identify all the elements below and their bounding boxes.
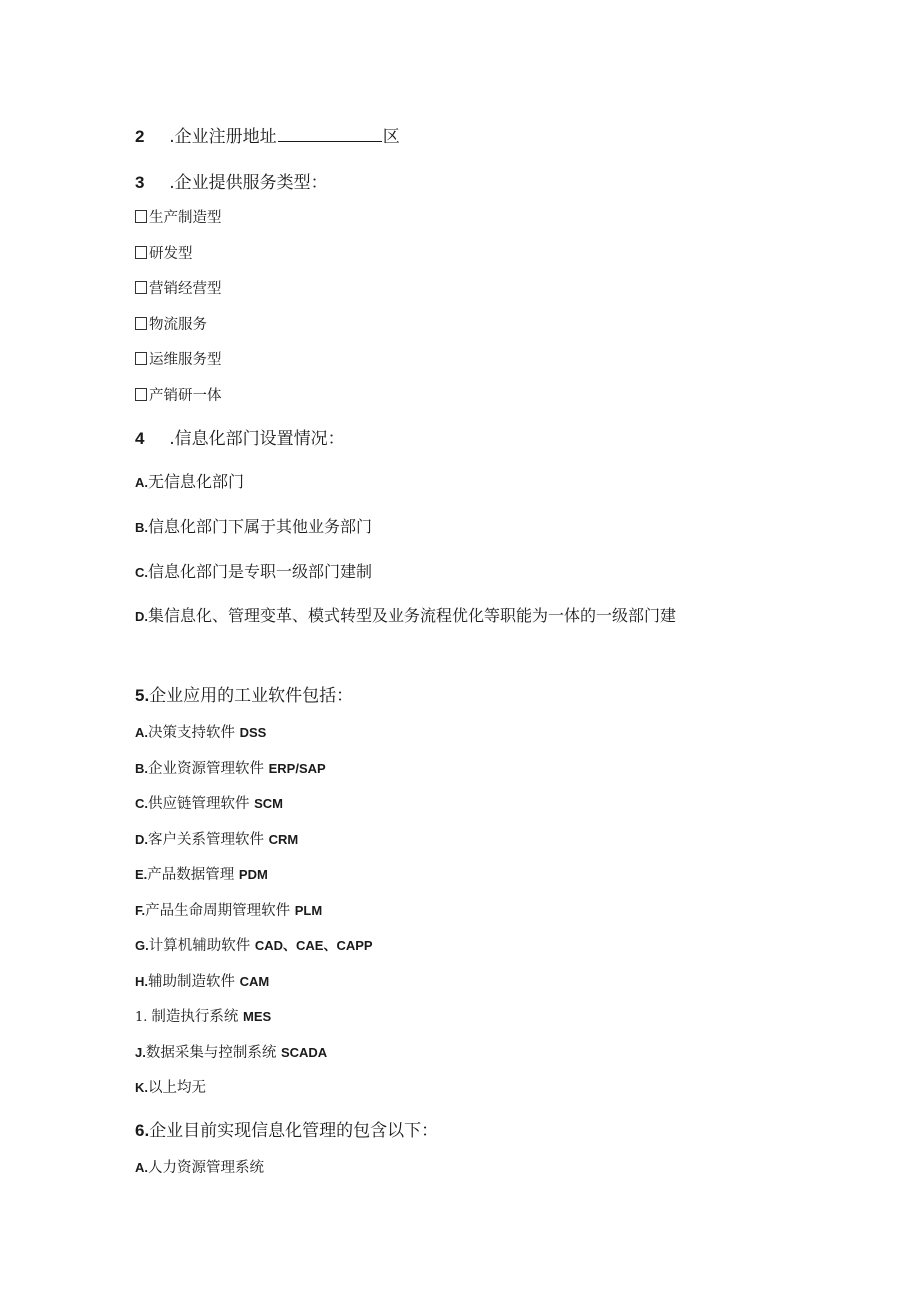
question-5 (135, 681, 353, 706)
option-text: 生产制造型 (149, 210, 222, 226)
option-label: J. (135, 1045, 146, 1060)
option-label: K. (135, 1080, 148, 1095)
option-c[interactable] (135, 559, 372, 582)
option-code: PLM (294, 903, 323, 918)
option-label: D. (135, 609, 148, 624)
option-h[interactable] (135, 970, 269, 991)
option-checkbox[interactable] (135, 384, 222, 405)
option-code: CAD、CAE、CAPP (254, 938, 373, 953)
option-text: 产销研一体 (149, 388, 222, 404)
option-d[interactable] (135, 603, 676, 626)
option-f[interactable] (135, 899, 322, 920)
option-label: G. (135, 938, 149, 953)
option-checkbox[interactable] (135, 242, 193, 263)
question-number: 3 (135, 173, 145, 192)
option-k[interactable] (135, 1076, 206, 1097)
option-b[interactable] (135, 514, 372, 537)
question-4 (135, 424, 345, 449)
option-text: 人力资源管理系统 (148, 1160, 264, 1176)
option-text: 计算机辅助软件 (148, 938, 255, 954)
option-text: 营销经营型 (149, 281, 222, 297)
option-b[interactable] (135, 757, 326, 778)
option-d[interactable] (135, 828, 298, 849)
option-text: 信息化部门下属于其他业务部门 (148, 517, 373, 536)
question-suffix: 区 (382, 127, 400, 147)
checkbox-icon[interactable] (135, 317, 147, 330)
option-text: 制造执行系统 (151, 1009, 244, 1025)
option-j[interactable] (135, 1041, 327, 1062)
question-6 (135, 1116, 438, 1141)
option-label: C. (135, 565, 148, 580)
option-code: MES (243, 1009, 272, 1024)
option-text: 决策支持软件 (148, 725, 240, 741)
option-text: 物流服务 (149, 317, 207, 333)
option-text: 集信息化、管理变革、模式转型及业务流程优化等职能为一体的一级部门建 (148, 606, 677, 625)
fill-in-blank[interactable] (278, 126, 382, 142)
option-text: 客户关系管理软件 (148, 832, 269, 848)
option-label: A. (135, 725, 148, 740)
checkbox-icon[interactable] (135, 352, 147, 365)
option-code: ERP/SAP (268, 761, 326, 776)
question-3 (135, 168, 328, 193)
option-label: A. (135, 475, 148, 490)
option-text: 产品生命周期管理软件 (145, 903, 295, 919)
option-code: SCM (254, 796, 283, 811)
option-label: E. (135, 867, 148, 882)
option-i[interactable] (135, 1005, 271, 1026)
option-checkbox[interactable] (135, 277, 222, 298)
question-text: 企业目前实现信息化管理的包含以下： (149, 1121, 439, 1141)
option-text: 以上均无 (148, 1080, 206, 1096)
option-label: C. (135, 796, 148, 811)
option-a[interactable] (135, 1156, 264, 1177)
question-number: 2 (135, 127, 145, 146)
option-text: 信息化部门是专职一级部门建制 (148, 562, 373, 581)
option-label: 1. (135, 1010, 148, 1025)
option-text: 辅助制造软件 (148, 974, 240, 990)
option-code: PDM (238, 867, 268, 882)
option-label: A. (135, 1160, 148, 1175)
option-code: DSS (239, 725, 267, 740)
option-label: H. (135, 974, 148, 989)
checkbox-icon[interactable] (135, 246, 147, 259)
option-checkbox[interactable] (135, 313, 207, 334)
option-text: 研发型 (149, 246, 193, 262)
checkbox-icon[interactable] (135, 210, 147, 223)
option-text: 运维服务型 (149, 352, 222, 368)
option-g[interactable] (135, 934, 373, 955)
option-text: 供应链管理软件 (148, 796, 255, 812)
option-label: F. (135, 903, 146, 918)
question-number: 6. (135, 1121, 150, 1140)
option-checkbox[interactable] (135, 206, 222, 227)
checkbox-icon[interactable] (135, 388, 147, 401)
option-label: B. (135, 761, 148, 776)
question-text: 企业应用的工业软件包括： (149, 686, 354, 706)
option-label: D. (135, 832, 148, 847)
option-code: CAM (239, 974, 270, 989)
option-text: 企业资源管理软件 (148, 761, 269, 777)
option-text: 无信息化部门 (148, 472, 245, 491)
question-2 (135, 122, 400, 147)
option-code: SCADA (280, 1045, 328, 1060)
option-e[interactable] (135, 863, 268, 884)
question-text: .企业注册地址 (169, 127, 277, 147)
option-a[interactable] (135, 469, 244, 492)
option-a[interactable] (135, 721, 266, 742)
option-text: 数据采集与控制系统 (145, 1045, 281, 1061)
option-label: B. (135, 520, 148, 535)
question-number: 4 (135, 429, 145, 448)
option-text: 产品数据管理 (147, 867, 239, 883)
option-checkbox[interactable] (135, 348, 222, 369)
question-text: .信息化部门设置情况： (169, 429, 345, 449)
question-text: .企业提供服务类型： (169, 173, 328, 193)
question-number: 5. (135, 686, 150, 705)
option-code: CRM (268, 832, 299, 847)
option-c[interactable] (135, 792, 283, 813)
checkbox-icon[interactable] (135, 281, 147, 294)
